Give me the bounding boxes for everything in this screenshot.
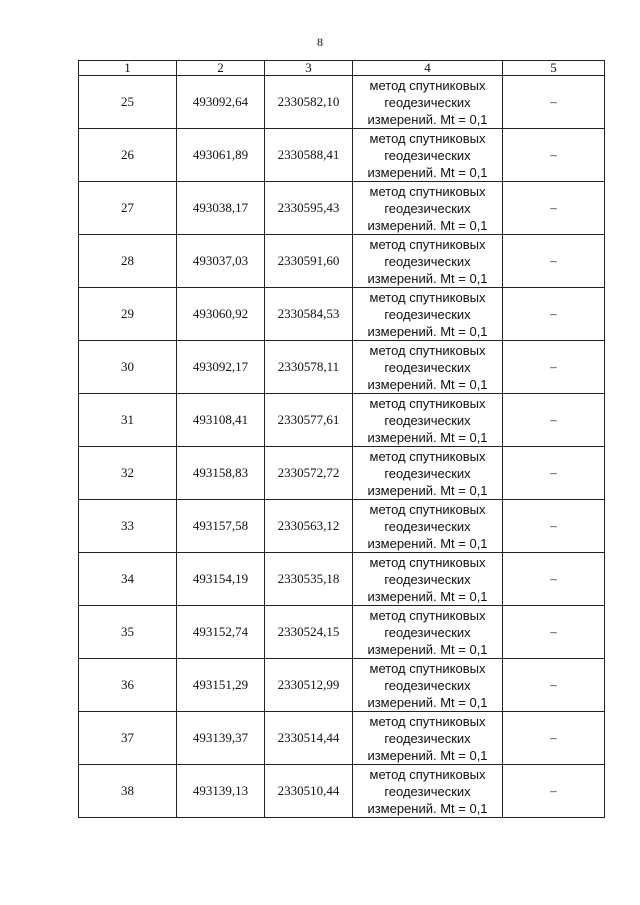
method-line: геодезических — [384, 412, 471, 428]
x-coordinate-cell: 493151,29 — [177, 659, 265, 712]
point-number-cell: 30 — [79, 341, 177, 394]
method-line: измерений. Mt = 0,1 — [367, 588, 488, 604]
method-line: измерений. Mt = 0,1 — [367, 641, 488, 657]
point-number-cell: 33 — [79, 500, 177, 553]
method-line: измерений. Mt = 0,1 — [367, 535, 488, 551]
column-5-cell: – — [503, 394, 605, 447]
y-coordinate-cell: 2330572,72 — [265, 447, 353, 500]
method-cell — [353, 288, 503, 341]
x-coordinate-cell: 493139,37 — [177, 712, 265, 765]
column-5-cell: – — [503, 500, 605, 553]
y-coordinate-cell: 2330584,53 — [265, 288, 353, 341]
method-cell — [353, 235, 503, 288]
y-coordinate-cell: 2330577,61 — [265, 394, 353, 447]
method-line: геодезических — [384, 624, 471, 640]
table-row — [79, 606, 605, 659]
method-line: метод спутниковых — [369, 342, 486, 358]
column-5-cell: – — [503, 659, 605, 712]
table-row — [79, 659, 605, 712]
point-number-cell: 34 — [79, 553, 177, 606]
method-cell — [353, 659, 503, 712]
method-cell — [353, 129, 503, 182]
point-number-cell: 29 — [79, 288, 177, 341]
point-number-cell: 37 — [79, 712, 177, 765]
method-cell — [353, 76, 503, 129]
y-coordinate-cell: 2330582,10 — [265, 76, 353, 129]
x-coordinate-cell: 493139,13 — [177, 765, 265, 818]
x-coordinate-cell: 493154,19 — [177, 553, 265, 606]
page-number: 8 — [317, 35, 323, 49]
point-number-cell: 26 — [79, 129, 177, 182]
method-line: измерений. Mt = 0,1 — [367, 694, 488, 710]
method-line: геодезических — [384, 359, 471, 375]
table-row — [79, 182, 605, 235]
x-coordinate-cell: 493060,92 — [177, 288, 265, 341]
method-line: метод спутниковых — [369, 77, 486, 93]
y-coordinate-cell: 2330563,12 — [265, 500, 353, 553]
x-coordinate-cell: 493092,64 — [177, 76, 265, 129]
y-coordinate-cell: 2330588,41 — [265, 129, 353, 182]
column-5-cell: – — [503, 129, 605, 182]
method-line: метод спутниковых — [369, 236, 486, 252]
x-coordinate-cell: 493037,03 — [177, 235, 265, 288]
point-number-cell: 31 — [79, 394, 177, 447]
method-line: метод спутниковых — [369, 713, 486, 729]
y-coordinate-cell: 2330595,43 — [265, 182, 353, 235]
method-line: геодезических — [384, 571, 471, 587]
method-cell — [353, 712, 503, 765]
column-5-cell: – — [503, 553, 605, 606]
y-coordinate-cell: 2330535,18 — [265, 553, 353, 606]
table-row — [79, 394, 605, 447]
point-number-cell: 38 — [79, 765, 177, 818]
point-number-cell: 27 — [79, 182, 177, 235]
method-cell — [353, 182, 503, 235]
method-line: измерений. Mt = 0,1 — [367, 323, 488, 339]
x-coordinate-cell: 493158,83 — [177, 447, 265, 500]
method-line: геодезических — [384, 783, 471, 799]
column-5-cell: – — [503, 606, 605, 659]
method-line: геодезических — [384, 730, 471, 746]
method-line: метод спутниковых — [369, 766, 486, 782]
method-cell — [353, 765, 503, 818]
table-row — [79, 76, 605, 129]
method-line: измерений. Mt = 0,1 — [367, 217, 488, 233]
y-coordinate-cell: 2330514,44 — [265, 712, 353, 765]
table-body — [79, 76, 605, 818]
method-line: геодезических — [384, 518, 471, 534]
column-header-3: 3 — [265, 61, 353, 76]
method-cell — [353, 394, 503, 447]
column-header-2: 2 — [177, 61, 265, 76]
point-number-cell: 35 — [79, 606, 177, 659]
column-5-cell: – — [503, 76, 605, 129]
point-number-cell: 32 — [79, 447, 177, 500]
method-line: метод спутниковых — [369, 501, 486, 517]
y-coordinate-cell: 2330578,11 — [265, 341, 353, 394]
method-line: геодезических — [384, 94, 471, 110]
header-row — [79, 61, 605, 76]
y-coordinate-cell: 2330512,99 — [265, 659, 353, 712]
x-coordinate-cell: 493152,74 — [177, 606, 265, 659]
x-coordinate-cell: 493157,58 — [177, 500, 265, 553]
method-line: измерений. Mt = 0,1 — [367, 482, 488, 498]
point-number-cell: 28 — [79, 235, 177, 288]
method-line: измерений. Mt = 0,1 — [367, 164, 488, 180]
method-cell — [353, 500, 503, 553]
y-coordinate-cell: 2330591,60 — [265, 235, 353, 288]
method-line: измерений. Mt = 0,1 — [367, 747, 488, 763]
x-coordinate-cell: 493108,41 — [177, 394, 265, 447]
method-line: геодезических — [384, 465, 471, 481]
table-row — [79, 341, 605, 394]
method-line: геодезических — [384, 253, 471, 269]
point-number-cell: 36 — [79, 659, 177, 712]
x-coordinate-cell: 493092,17 — [177, 341, 265, 394]
method-line: измерений. Mt = 0,1 — [367, 111, 488, 127]
method-cell — [353, 447, 503, 500]
column-header-1: 1 — [79, 61, 177, 76]
column-5-cell: – — [503, 288, 605, 341]
method-line: измерений. Mt = 0,1 — [367, 376, 488, 392]
column-5-cell: – — [503, 182, 605, 235]
method-line: измерений. Mt = 0,1 — [367, 800, 488, 816]
method-cell — [353, 553, 503, 606]
column-5-cell: – — [503, 712, 605, 765]
point-number-cell: 25 — [79, 76, 177, 129]
method-line: метод спутниковых — [369, 554, 486, 570]
method-line: измерений. Mt = 0,1 — [367, 270, 488, 286]
table-row — [79, 553, 605, 606]
table-row — [79, 765, 605, 818]
method-line: метод спутниковых — [369, 289, 486, 305]
method-line: метод спутниковых — [369, 448, 486, 464]
column-header-5: 5 — [503, 61, 605, 76]
method-line: метод спутниковых — [369, 660, 486, 676]
method-cell — [353, 606, 503, 659]
method-line: метод спутниковых — [369, 395, 486, 411]
method-line: метод спутниковых — [369, 130, 486, 146]
method-line: геодезических — [384, 677, 471, 693]
coordinates-table — [78, 60, 605, 818]
column-5-cell: – — [503, 765, 605, 818]
x-coordinate-cell: 493061,89 — [177, 129, 265, 182]
table-row — [79, 129, 605, 182]
x-coordinate-cell: 493038,17 — [177, 182, 265, 235]
method-line: геодезических — [384, 306, 471, 322]
y-coordinate-cell: 2330524,15 — [265, 606, 353, 659]
y-coordinate-cell: 2330510,44 — [265, 765, 353, 818]
method-cell — [353, 341, 503, 394]
table-row — [79, 447, 605, 500]
table-row — [79, 288, 605, 341]
method-line: метод спутниковых — [369, 607, 486, 623]
column-header-4: 4 — [353, 61, 503, 76]
column-5-cell: – — [503, 235, 605, 288]
table-row — [79, 500, 605, 553]
method-line: метод спутниковых — [369, 183, 486, 199]
method-line: геодезических — [384, 147, 471, 163]
column-5-cell: – — [503, 447, 605, 500]
column-5-cell: – — [503, 341, 605, 394]
method-line: геодезических — [384, 200, 471, 216]
method-line: измерений. Mt = 0,1 — [367, 429, 488, 445]
table-row — [79, 235, 605, 288]
table-row — [79, 712, 605, 765]
